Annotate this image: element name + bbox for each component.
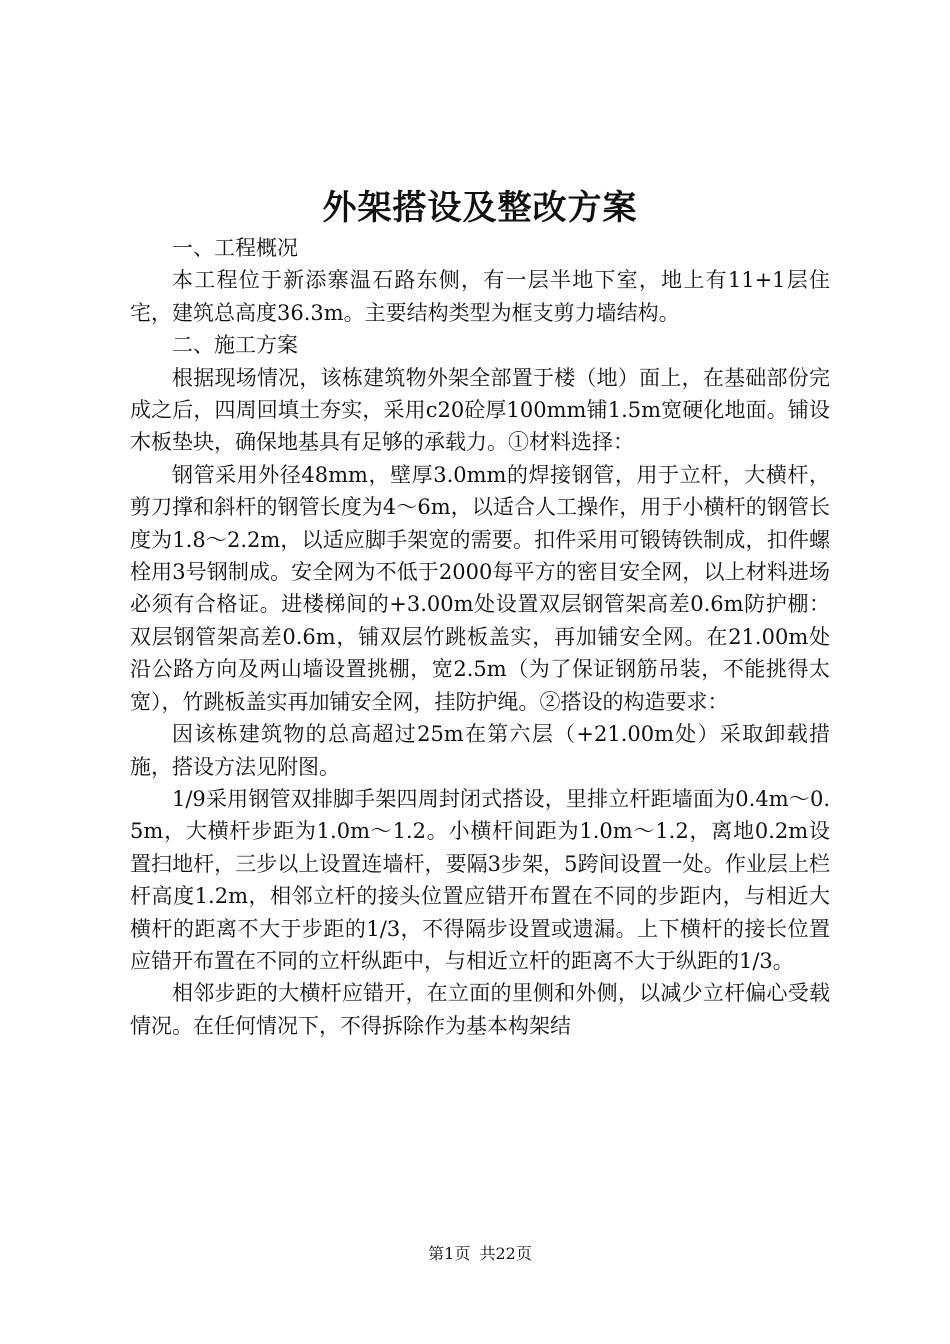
section-heading-overview: 一、工程概况	[172, 236, 298, 260]
page-footer	[130, 1243, 830, 1265]
paragraph-site-conditions: 根据现场情况，该栋建筑物外架全部置于楼（地）面上，在基础部份完成之后，四周回填土夯实，采用c20砼厚100mm铺1.5m宽硬化地面。铺设木板垫块，确保地基具有足够的承载力。①材料选择：	[130, 365, 830, 455]
section-heading-construction-plan: 二、施工方案	[172, 333, 298, 358]
document-title: 外架搭设及整改方案	[322, 188, 638, 228]
paragraph-ledger-offset: 相邻步距的大横杆应错开，在立面的里侧和外侧，以减少立杆偏心受载情况。在任何情况下，不得拆除作为基本构架结	[130, 981, 830, 1038]
paragraph-materials: 钢管采用外径48mm，壁厚3.0mm的焊接钢管，用于立杆，大横杆，剪刀撑和斜杆的钢管长度为4～6m，以适合人工操作，用于小横杆的钢管长度为1.8～2.2m，以适应脚手架宽的需要。扣件采用可锻铸铁制成，扣件螺栓用3号钢制成。安全网为不低于2000每平方的密目安全网，以上材料进场必须有合格证。进楼梯间的+3.00m处设置双层钢管架高差0.6m防护棚：双层钢管架高差0.6m，铺双层竹跳板盖实，再加铺安全网。在21.00m处沿公路方向及两山墙设置挑棚，宽2.5m（为了保证钢筋吊装，不能挑得太宽），竹跳板盖实再加铺安全网，挂防护绳。②搭设的构造要求：	[130, 462, 830, 714]
document-page	[130, 0, 830, 1344]
paragraph-unloading: 因该栋建筑物的总高超过25m在第六层（+21.00m处）采取卸载措施，搭设方法见附图。	[130, 722, 830, 779]
paragraph-overview: 本工程位于新添寨温石路东侧，有一层半地下室，地上有11+1层住宅，建筑总高度36.3m。主要结构类型为框支剪力墙结构。	[130, 268, 830, 325]
paragraph-scaffold-layout: 1/9采用钢管双排脚手架四周封闭式搭设，里排立杆距墙面为0.4m～0.5m，大横杆步距为1.0m～1.2。小横杆间距为1.0m～1.2，离地0.2m设置扫地杆，三步以上设置连墙杆，要隔3步架，5跨间设置一处。作业层上栏杆高度1.2m，相邻立杆的接头位置应错开布置在不同的步距内，与相近大横杆的距离不大于步距的1/3，不得隔步设置或遗漏。上下横杆的接长位置应错开布置在不同的立杆纵距中，与相近立杆的距离不大于纵距的1/3。	[130, 786, 831, 973]
document-body	[130, 232, 830, 1042]
page-total: 共22页	[479, 1244, 532, 1263]
page-number: 第1页	[428, 1244, 471, 1263]
